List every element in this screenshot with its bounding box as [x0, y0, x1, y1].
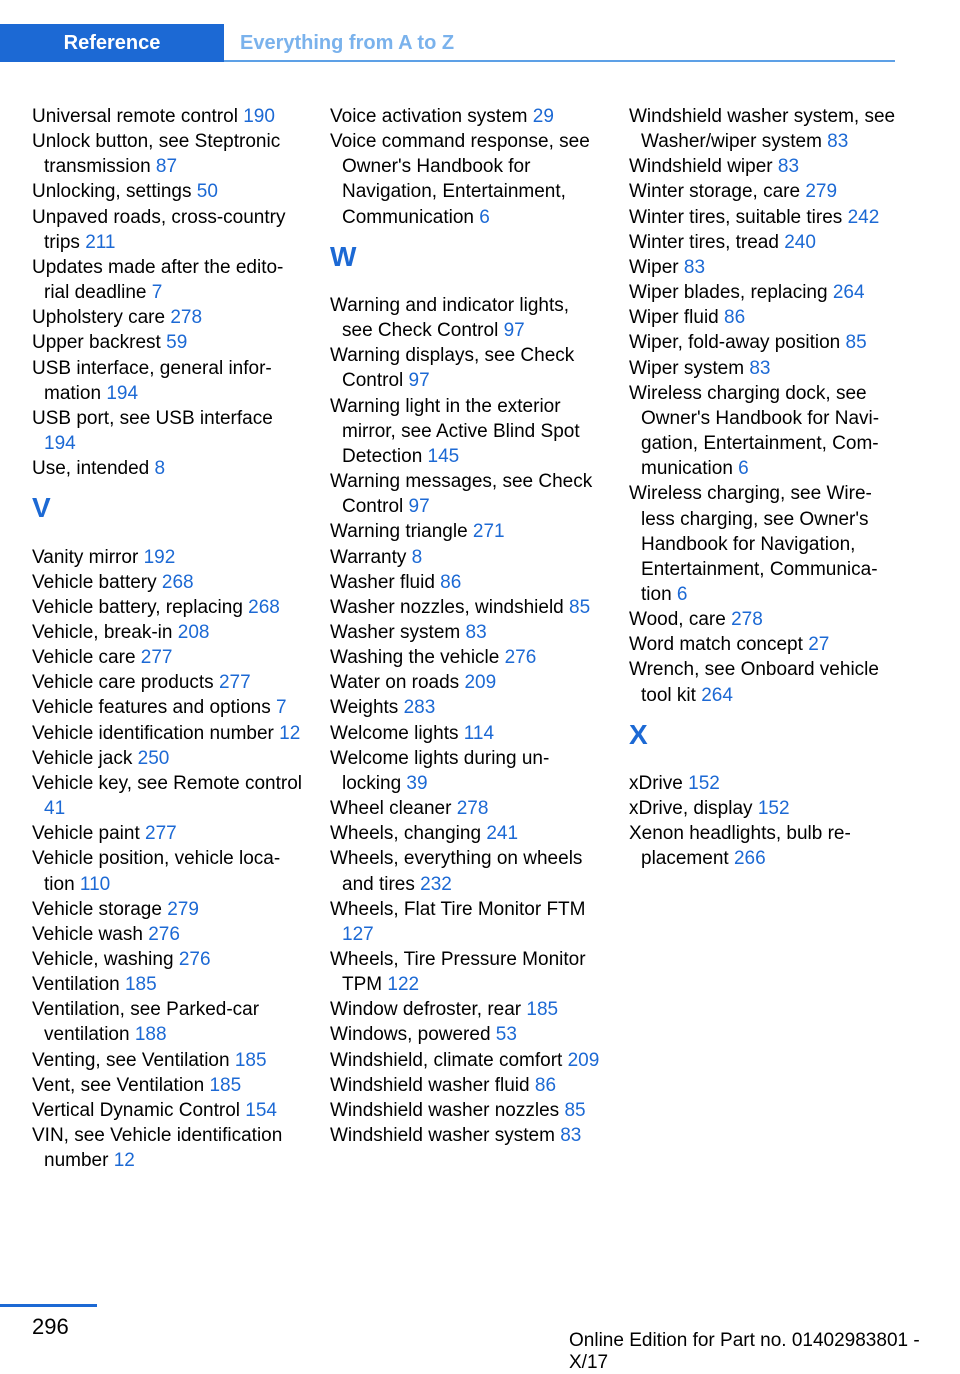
index-entry-text: Vehicle storage [32, 898, 168, 920]
index-entry [330, 645, 600, 670]
tab-reference: Reference [0, 24, 224, 62]
page-reference-link[interactable]: 232 [420, 873, 452, 895]
index-entry-text: Upholstery care [32, 307, 171, 329]
page-reference-link[interactable]: 97 [408, 370, 430, 392]
index-entry [32, 330, 302, 355]
index-entry [32, 104, 302, 129]
page-reference-link[interactable]: 271 [472, 521, 505, 543]
index-entry [32, 897, 302, 922]
page-reference-link[interactable]: 185 [124, 974, 157, 996]
footer-rule [0, 1304, 97, 1307]
index-entry [330, 343, 600, 393]
page-reference-link[interactable]: 59 [166, 332, 188, 354]
page-reference-link[interactable]: 209 [464, 672, 497, 694]
index-entry [32, 771, 302, 821]
index-entry [330, 293, 600, 343]
index-entry [629, 255, 899, 280]
page-reference-link[interactable]: 12 [113, 1150, 135, 1172]
page-reference-link[interactable]: 41 [44, 798, 66, 820]
page-number: 296 [32, 1314, 69, 1339]
index-entry-text: Wheels, everything on wheels and tires [330, 848, 583, 895]
page-reference-link[interactable]: 12 [279, 722, 301, 744]
index-entry-text: Upper backrest [32, 332, 167, 354]
index-entry-text: Voice command response, see Owner's Handbook for Navigation, Entertainment, Communication [330, 131, 590, 228]
index-entry [330, 746, 600, 796]
page-reference-link[interactable]: 264 [832, 282, 865, 304]
index-entry [330, 721, 600, 746]
index-entry [330, 1022, 600, 1047]
index-entry-text: Warning and indicator lights, see Check Control [330, 294, 570, 342]
index-entry-text: Winter storage, care [629, 181, 806, 203]
index-entry-text: Wheels, Flat Tire Monitor FTM [330, 898, 586, 920]
index-entry [32, 1098, 302, 1123]
index-entry-text: Welcome lights during unlocking [330, 747, 550, 794]
index-entry [330, 1098, 600, 1123]
page-reference-link[interactable]: 194 [106, 382, 139, 404]
index-entry-text: Wheels, changing [330, 823, 487, 845]
edition-note: Online Edition for Part no. 01402983801 - X/17 [569, 1330, 920, 1373]
index-entry [330, 1123, 600, 1148]
index-entry-text: Unlock button, see Steptronic transmission [32, 131, 281, 178]
tab-section-title: Everything from A to Z [240, 31, 455, 54]
index-entry-text: Windshield wiper [629, 156, 778, 178]
index-entry [629, 657, 899, 707]
index-entry [32, 746, 302, 771]
page-reference-link[interactable]: 97 [408, 496, 430, 518]
page-reference-link[interactable]: 185 [209, 1074, 242, 1096]
page-reference-link[interactable]: 250 [137, 747, 170, 769]
index-entry [32, 406, 302, 456]
index-entry-text: Vehicle features and options [32, 697, 277, 719]
page-reference-link[interactable]: 7 [276, 697, 287, 719]
index-entry-text: Windshield, climate comfort [330, 1049, 568, 1071]
index-entry [629, 632, 899, 657]
page-header [0, 24, 895, 62]
index-entry-text: Xenon headlights, bulb replacement [629, 823, 851, 870]
page-reference-link[interactable]: 194 [44, 433, 76, 455]
page-reference-link[interactable]: 209 [567, 1049, 600, 1071]
index-entry [32, 1048, 302, 1073]
page-reference-link[interactable]: 145 [427, 445, 460, 467]
page-reference-link[interactable]: 97 [503, 320, 525, 342]
index-entry [330, 394, 600, 469]
index-entry [629, 154, 899, 179]
index-entry-text: Wiper blades, replacing [629, 282, 833, 304]
page-reference-link[interactable]: 8 [411, 546, 423, 568]
index-entry-text: Wiper, fold-away position [629, 332, 846, 354]
page-reference-link[interactable]: 85 [569, 596, 591, 618]
page-reference-link[interactable]: 242 [847, 206, 880, 228]
index-entry-text: Washing the vehicle [330, 647, 505, 669]
index-entry-text: Vertical Dynamic Control [32, 1099, 246, 1121]
index-entry [32, 570, 302, 595]
index-entry [629, 796, 899, 821]
index-entry-text: Windshield washer fluid [330, 1074, 535, 1096]
index-entry-text: Wiper [629, 256, 684, 278]
index-entry [32, 846, 302, 896]
index-entry-text: Vehicle identification number [32, 722, 280, 744]
index-entry [32, 997, 302, 1047]
index-entry [32, 205, 302, 255]
index-entry [629, 104, 899, 154]
index-entry-text: Windows, powered [330, 1024, 496, 1046]
index-entry-text: VIN, see Vehicle identification number [32, 1125, 283, 1172]
index-entry [330, 1073, 600, 1098]
index-entry-text: Weights [330, 697, 404, 719]
index-entry-text: Voice activation system [330, 106, 533, 127]
page-reference-link[interactable]: 8 [154, 458, 166, 480]
index-entry [330, 104, 600, 129]
page-reference-link[interactable]: 87 [155, 156, 178, 178]
index-entry-text: Warning triangle [330, 521, 473, 543]
page-reference-link[interactable]: 152 [757, 798, 790, 820]
index-entry [32, 670, 302, 695]
index-entry-text: Vehicle position, vehicle location [32, 848, 281, 895]
page-reference-link[interactable]: 110 [79, 873, 111, 895]
index-entry-text: Vehicle battery, replacing [32, 596, 249, 618]
index-entry [32, 356, 302, 406]
page-reference-link[interactable]: 266 [733, 848, 766, 870]
index-entry-text: Warning light in the exterior mirror, see Active Blind Spot Detection [330, 395, 580, 467]
page-reference-link[interactable]: 7 [151, 282, 163, 304]
index-entry [32, 821, 302, 846]
index-entry [32, 1123, 302, 1173]
header-rule [224, 60, 895, 62]
page-reference-link[interactable]: 185 [526, 999, 559, 1021]
index-entry-text: Winter tires, tread [629, 231, 785, 253]
index-entry [32, 305, 302, 330]
page-reference-link[interactable]: 276 [178, 949, 211, 970]
index-entry-text: Winter tires, suitable tires [629, 206, 848, 228]
index-entry-text: Word match concept [629, 634, 809, 656]
page-reference-link[interactable]: 86 [534, 1074, 557, 1096]
index-entry-text: Venting, see Ventilation [32, 1049, 235, 1071]
page-reference-link[interactable]: 277 [145, 823, 177, 845]
page-reference-link[interactable]: 83 [749, 357, 771, 379]
index-entry-text: Wheels, Tire Pressure Monitor TPM [330, 949, 586, 996]
index-entry-text: Ventilation [32, 974, 125, 996]
index-entry-text: Use, intended [32, 458, 155, 480]
index-entry [32, 1073, 302, 1098]
index-entry-text: Wheel cleaner [330, 798, 457, 820]
page-reference-link[interactable]: 264 [701, 684, 733, 706]
index-entry-text: Vehicle care products [32, 672, 219, 694]
index-entry-text: Universal remote control [32, 106, 244, 127]
page-reference-link[interactable]: 53 [495, 1024, 517, 1046]
index-entry-text: Vehicle care [32, 647, 141, 669]
page-reference-link[interactable]: 86 [724, 307, 746, 329]
index-entry-text: Water on roads [330, 672, 465, 694]
index-entry-text: Wireless charging dock, see Owner's Handbook for Navigation, Entertainment, Communication [629, 382, 880, 480]
index-entry [629, 305, 899, 330]
index-entry-text: Warning messages, see Check Control [330, 471, 593, 518]
page-reference-link[interactable]: 154 [245, 1099, 277, 1121]
page-reference-link[interactable]: 208 [177, 621, 210, 643]
index-entry [32, 947, 302, 972]
index-entry [32, 620, 302, 645]
page-reference-link[interactable]: 152 [688, 772, 720, 794]
index-entry [330, 846, 600, 896]
page-reference-link[interactable]: 127 [342, 923, 374, 945]
index-entry [330, 897, 600, 947]
index-column-1 [32, 104, 302, 1173]
page-reference-link[interactable]: 122 [387, 974, 420, 996]
index-entry-text: Wrench, see Onboard vehicle tool kit [629, 659, 879, 706]
page-reference-link[interactable]: 278 [731, 609, 763, 631]
index-entry [330, 570, 600, 595]
index-entry [32, 645, 302, 670]
page-reference-link[interactable]: 27 [808, 634, 830, 656]
index-entry [330, 821, 600, 846]
page-reference-link[interactable]: 83 [683, 256, 706, 278]
index-entry-text: Wireless charging, see Wireless charging, see Owner's Handbook for Navigation, Entertainment, Communication [629, 483, 878, 605]
index-entry [32, 595, 302, 620]
index-entry [330, 670, 600, 695]
page-reference-link[interactable]: 279 [167, 898, 199, 920]
page-reference-link[interactable]: 278 [170, 307, 203, 329]
page-reference-link[interactable]: 279 [805, 181, 838, 203]
page-reference-link[interactable]: 86 [440, 571, 462, 593]
index-entry [32, 972, 302, 997]
index-entry [32, 721, 302, 746]
index-entry-text: Vehicle jack [32, 747, 138, 769]
index-entry-text: Washer system [330, 621, 466, 643]
page-reference-link[interactable]: 83 [465, 621, 487, 643]
index-entry [629, 356, 899, 381]
index-entry [330, 469, 600, 519]
page-reference-link[interactable]: 240 [784, 231, 816, 253]
index-entry-text: Vehicle paint [32, 823, 146, 845]
index-entry-text: Windshield washer nozzles [330, 1099, 565, 1121]
page-reference-link[interactable]: 268 [248, 596, 280, 618]
page-reference-link[interactable]: 241 [486, 823, 519, 845]
index-entry-text: Vehicle battery [32, 571, 162, 593]
index-entry [629, 771, 899, 796]
index-entry [330, 796, 600, 821]
index-entry [629, 821, 899, 871]
index-entry [32, 255, 302, 305]
index-entry-text: Window defroster, rear [330, 999, 527, 1021]
index-entry [330, 129, 600, 230]
index-entry [629, 230, 899, 255]
index-entry-text: Welcome lights [330, 722, 464, 744]
index-entry [330, 1048, 600, 1073]
index-letter-heading: W [330, 240, 357, 272]
page-reference-link[interactable]: 276 [504, 647, 537, 669]
index-entry-text: Vent, see Ventilation [32, 1074, 210, 1096]
index-entry [330, 545, 600, 570]
page-reference-link[interactable]: 83 [827, 131, 849, 153]
page-reference-link[interactable]: 188 [134, 1024, 167, 1046]
index-entry-text: Wiper system [629, 357, 750, 379]
index-entry-text: Vehicle, break-in [32, 621, 178, 643]
index-entry-text: Vehicle wash [32, 923, 149, 945]
index-column-2 [330, 104, 600, 1148]
index-entry [330, 595, 600, 620]
index-entry-text: Vehicle key, see Remote control [32, 772, 303, 794]
index-entry [629, 179, 899, 204]
index-entry-text: xDrive [629, 772, 689, 794]
page-reference-link[interactable]: 114 [463, 722, 495, 744]
page-reference-link[interactable]: 190 [243, 106, 275, 127]
index-entry-text: Ventilation, see Parked-car ventilation [32, 999, 260, 1046]
index-entry-text: Warning displays, see Check Control [330, 345, 575, 392]
page-reference-link[interactable]: 83 [777, 156, 800, 178]
index-entry-text: Updates made after the editorial deadline [32, 256, 284, 304]
page-reference-link[interactable]: 6 [479, 206, 490, 228]
index-entry [330, 947, 600, 997]
index-entry-text: Windshield washer system [330, 1125, 561, 1147]
index-entry-text: Unpaved roads, cross-country trips [32, 206, 286, 253]
page-reference-link[interactable]: 50 [196, 181, 218, 203]
index-entry-text: Washer nozzles, windshield [330, 596, 570, 618]
index-entry [629, 280, 899, 305]
index-entry [330, 519, 600, 544]
index-entry-text: USB interface, general information [32, 357, 272, 404]
page-reference-link[interactable]: 29 [532, 106, 554, 127]
index-entry-text: Windshield washer system, see Washer/wiper system [629, 106, 896, 153]
page-reference-link[interactable]: 83 [560, 1125, 582, 1147]
index-entry [629, 607, 899, 632]
page-reference-link[interactable]: 85 [564, 1099, 586, 1121]
index-entry [32, 129, 302, 179]
page-reference-link[interactable]: 211 [85, 231, 116, 253]
index-letter-heading: X [629, 718, 648, 750]
index-entry-text: Vehicle, washing [32, 949, 179, 970]
index-entry [32, 545, 302, 570]
page-reference-link[interactable]: 277 [140, 647, 173, 669]
index-entry [629, 381, 899, 482]
page-reference-link[interactable]: 85 [845, 332, 867, 354]
page-reference-link[interactable]: 185 [234, 1049, 267, 1071]
index-entry-text: Washer fluid [330, 571, 441, 593]
index-entry [330, 695, 600, 720]
page-reference-link[interactable]: 192 [143, 546, 176, 568]
index-entry-text: Unlocking, settings [32, 181, 197, 203]
index-entry [32, 179, 302, 204]
index-entry-text: xDrive, display [629, 798, 758, 820]
index-column-3 [629, 104, 899, 872]
page-reference-link[interactable]: 278 [456, 798, 489, 820]
page-reference-link[interactable]: 39 [406, 772, 428, 794]
page-reference-link[interactable]: 6 [738, 458, 749, 480]
index-entry [629, 481, 899, 607]
index-entry [330, 997, 600, 1022]
page-reference-link[interactable]: 276 [148, 923, 180, 945]
index-entry [629, 330, 899, 355]
index-entry [32, 695, 302, 720]
index-entry [629, 205, 899, 230]
index-letter-heading: V [32, 492, 51, 524]
page-reference-link[interactable]: 283 [403, 697, 436, 719]
index-entry-text: USB port, see USB interface [32, 407, 273, 429]
page-reference-link[interactable]: 268 [161, 571, 194, 593]
index-entry [32, 922, 302, 947]
index-entry-text: Wiper fluid [629, 307, 725, 329]
index-entry [32, 456, 302, 481]
index-entry-text: Wood, care [629, 609, 732, 631]
index-entry-text: Warranty [330, 546, 412, 568]
index-entry [330, 620, 600, 645]
page-reference-link[interactable]: 6 [676, 583, 688, 605]
index-entry-text: Vanity mirror [32, 546, 144, 568]
page-reference-link[interactable]: 277 [218, 672, 251, 694]
